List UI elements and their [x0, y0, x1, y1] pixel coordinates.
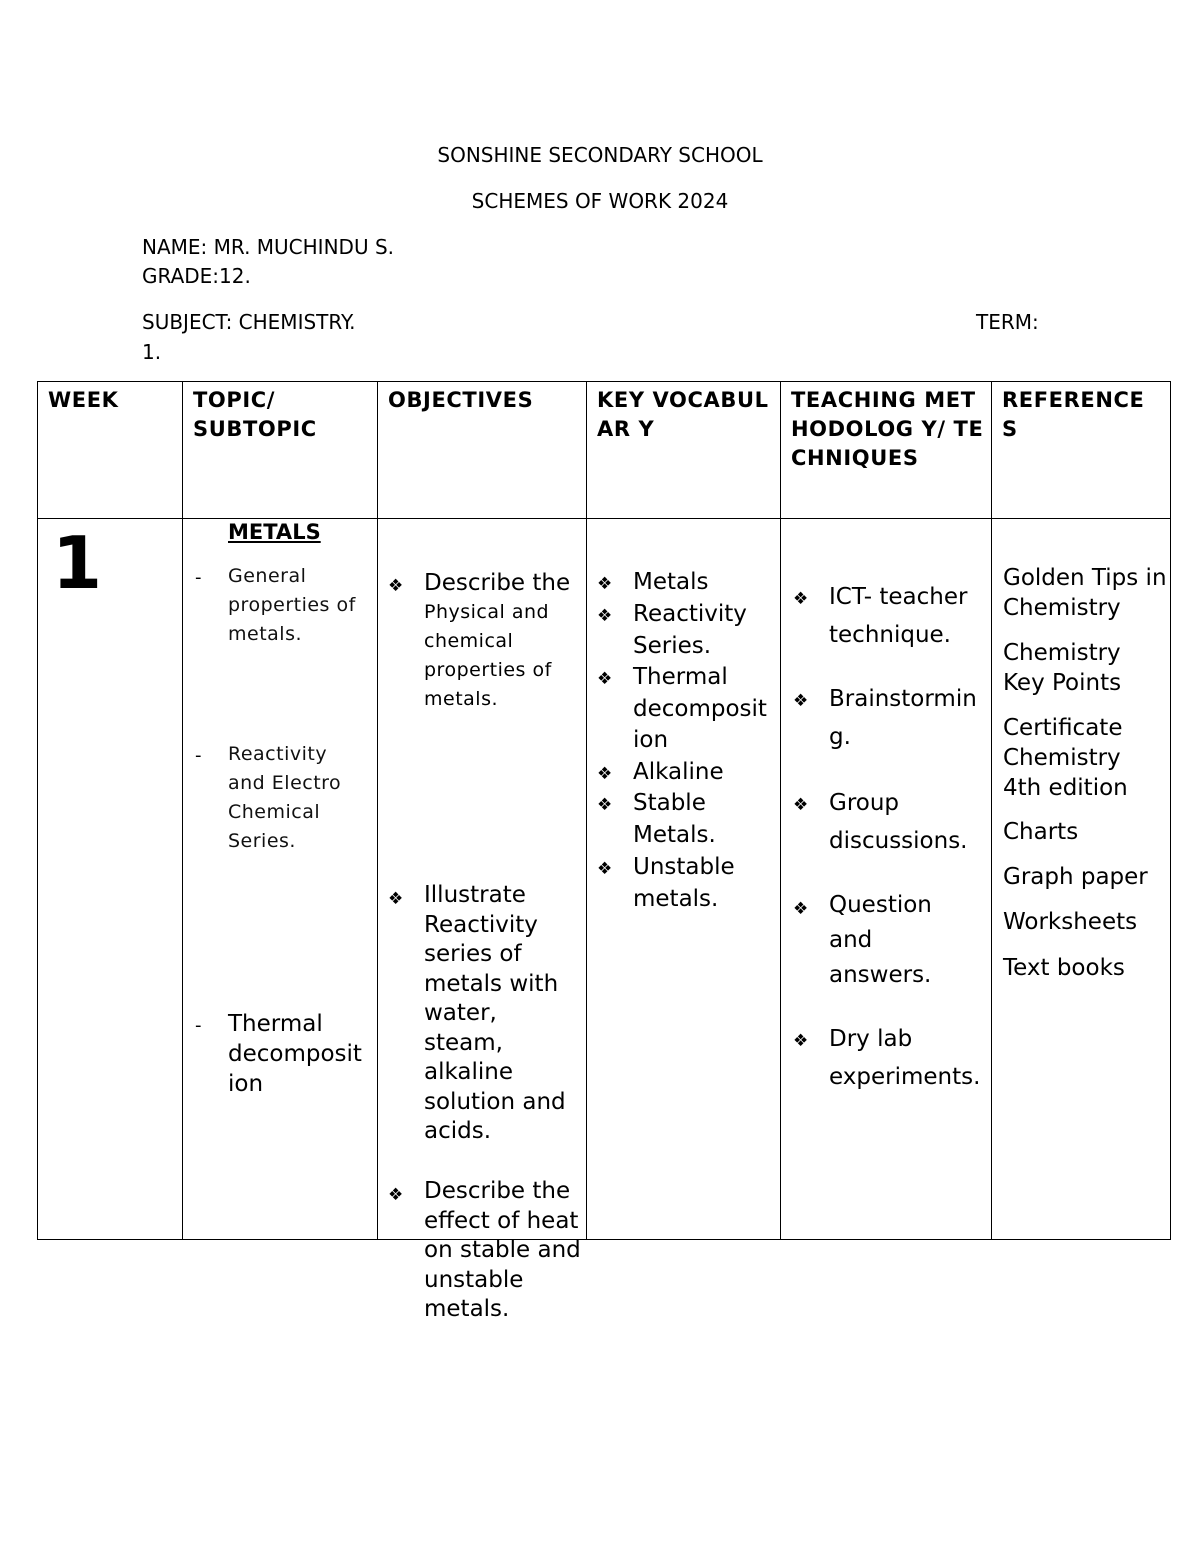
document-title: SCHEMES OF WORK 2024 [471, 189, 729, 213]
vocab-item: Reactivity Series. [633, 601, 747, 659]
diamond-bullet-icon: ❖ [793, 1031, 809, 1051]
diamond-bullet-icon: ❖ [793, 795, 809, 815]
reference-item: Worksheets [1003, 909, 1138, 935]
reference-item: Certificate Chemistry 4th edition [1003, 715, 1128, 801]
col-vocabulary: KEY VOCABULAR Y [587, 382, 781, 519]
vocab-item: Unstable metals. [633, 854, 735, 912]
diamond-bullet-icon: ❖ [597, 795, 613, 815]
teacher-name: NAME: MR. MUCHINDU S. [142, 235, 394, 259]
objective-item: Illustrate Reactivity series of metals with water, steam, alkaline solution and acids. [424, 882, 566, 1144]
references-cell [992, 519, 1171, 1240]
objective-item: Describe the effect of heat on stable and unstable metals. [424, 1178, 581, 1322]
vocab-item: Thermal decomposit ion [633, 664, 767, 753]
header-row [38, 382, 1171, 519]
vocab-item: Metals [633, 569, 709, 595]
method-item: ICT- teacher technique. [829, 584, 968, 648]
subtopic-item: General properties of metals. [228, 565, 356, 645]
week-cell [38, 519, 183, 1240]
diamond-bullet-icon: ❖ [597, 606, 613, 626]
dash-icon: - [195, 1015, 202, 1036]
term-label: TERM: [976, 310, 1039, 334]
method-item: Dry lab experiments. [829, 1026, 981, 1090]
vocab-item: Stable Metals. [633, 790, 716, 848]
vocab-item: Alkaline [633, 759, 724, 785]
diamond-bullet-icon: ❖ [388, 576, 404, 596]
topic-title: METALS [228, 520, 321, 544]
objectives-cell [378, 519, 587, 1322]
col-topic: TOPIC/ SUBTOPIC [183, 382, 378, 519]
diamond-bullet-icon: ❖ [793, 899, 809, 919]
diamond-bullet-icon: ❖ [388, 889, 404, 909]
dash-icon: - [195, 567, 202, 588]
subtopic-item: Reactivity and Electro Chemical Series. [228, 743, 342, 852]
methodology-cell [781, 519, 992, 1240]
reference-item: Charts [1003, 819, 1079, 845]
objective-item: Describe the Physical and chemical properties of metals. [424, 570, 571, 710]
diamond-bullet-icon: ❖ [597, 859, 613, 879]
scheme-table [37, 381, 1171, 1322]
school-name: SONSHINE SECONDARY SCHOOL [437, 143, 763, 167]
term-value: 1. [142, 340, 162, 364]
col-week: WEEK [38, 382, 183, 519]
diamond-bullet-icon: ❖ [597, 764, 613, 784]
col-methodology: TEACHING METHODOLOG Y/ TECHNIQUES [781, 382, 992, 519]
subtopic-item: Thermal decomposit ion [228, 1011, 362, 1097]
reference-item: Text books [1003, 955, 1125, 981]
reference-item: Golden Tips in Chemistry [1003, 565, 1167, 621]
method-item: Group discussions. [829, 790, 968, 854]
reference-item: Graph paper [1003, 864, 1148, 890]
grade: GRADE:12. [142, 264, 251, 288]
method-item: Brainstormin g. [829, 686, 977, 750]
week-number: 1 [52, 521, 103, 605]
diamond-bullet-icon: ❖ [793, 691, 809, 711]
diamond-bullet-icon: ❖ [793, 589, 809, 609]
diamond-bullet-icon: ❖ [597, 574, 613, 594]
col-references: REFERENCE S [992, 382, 1171, 519]
reference-item: Chemistry Key Points [1003, 640, 1122, 696]
diamond-bullet-icon: ❖ [388, 1185, 404, 1205]
topic-cell [183, 519, 378, 1240]
week-row [38, 519, 1171, 1240]
method-item: Question and answers. [829, 892, 932, 988]
diamond-bullet-icon: ❖ [597, 669, 613, 689]
vocabulary-cell [587, 519, 781, 1240]
dash-icon: - [195, 745, 202, 766]
subject: SUBJECT: CHEMISTRY. [142, 310, 356, 334]
col-objectives: OBJECTIVES [378, 382, 587, 519]
